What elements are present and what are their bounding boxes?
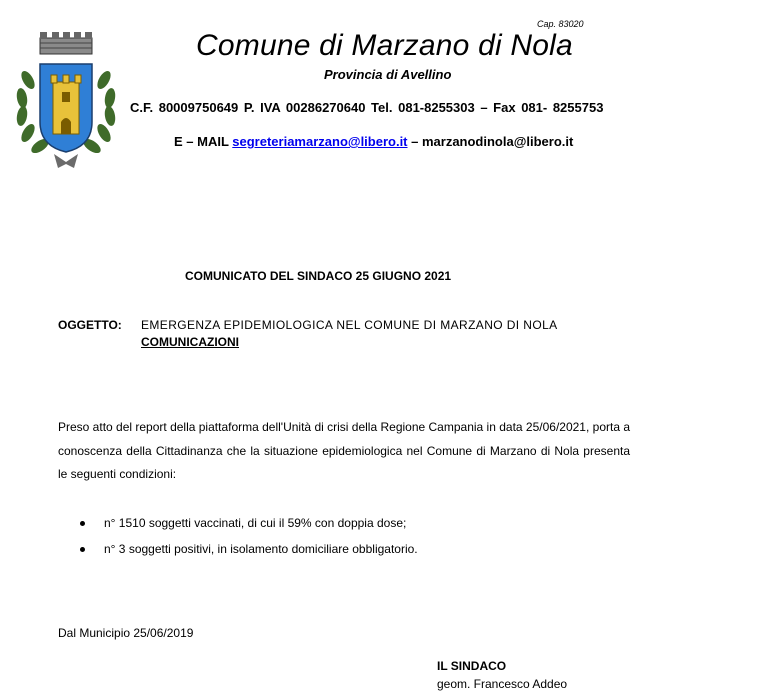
municipality-title: Comune di Marzano di Nola	[196, 29, 573, 62]
subject-label: OGGETTO:	[58, 318, 122, 332]
subject-text: EMERGENZA EPIDEMIOLOGICA NEL COMUNE DI MARZANO DI NOLA	[141, 318, 558, 332]
signature-title: IL SINDACO	[437, 659, 507, 673]
list-item	[80, 542, 418, 568]
shield-icon	[40, 64, 92, 152]
subject-subtext: COMUNICAZIONI	[141, 335, 239, 349]
bullet-icon	[80, 547, 85, 552]
fiscal-contact-line: C.F. 80009750649 P. IVA 00286270640 Tel. 081-8255303 – Fax 081- 8255753	[130, 100, 604, 115]
province-subtitle: Provincia di Avellino	[324, 67, 452, 82]
list-item-text: n° 1510 soggetti vaccinati, di cui il 59% con doppia dose;	[104, 516, 407, 530]
signature-name: geom. Francesco Addeo	[437, 677, 568, 691]
list-item	[80, 516, 418, 542]
email-prefix: E – MAIL	[174, 134, 233, 149]
postal-code: Cap. 83020	[537, 19, 584, 29]
email-suffix: – marzanodinola@libero.it	[407, 134, 574, 149]
email-line	[174, 134, 573, 149]
document-heading: COMUNICATO DEL SINDACO 25 GIUGNO 2021	[185, 269, 452, 283]
crown-icon	[40, 32, 92, 54]
list-item-text: n° 3 soggetti positivi, in isolamento domiciliare obbligatorio.	[104, 542, 418, 556]
bullet-list	[80, 516, 418, 568]
bullet-icon	[80, 521, 85, 526]
body-paragraph: Preso atto del report della piattaforma dell'Unità di crisi della Regione Campania in data 25/06/2021, porta a conoscenza della Cittadinanza che la situazione epidemiologica nel Comune di Marzano di Nola presenta le seguenti condizioni:	[58, 420, 630, 481]
email-link[interactable]: segreteriamarzano@libero.it	[232, 134, 408, 149]
coat-of-arms-icon	[10, 30, 122, 172]
date-line: Dal Municipio 25/06/2019	[58, 626, 194, 640]
